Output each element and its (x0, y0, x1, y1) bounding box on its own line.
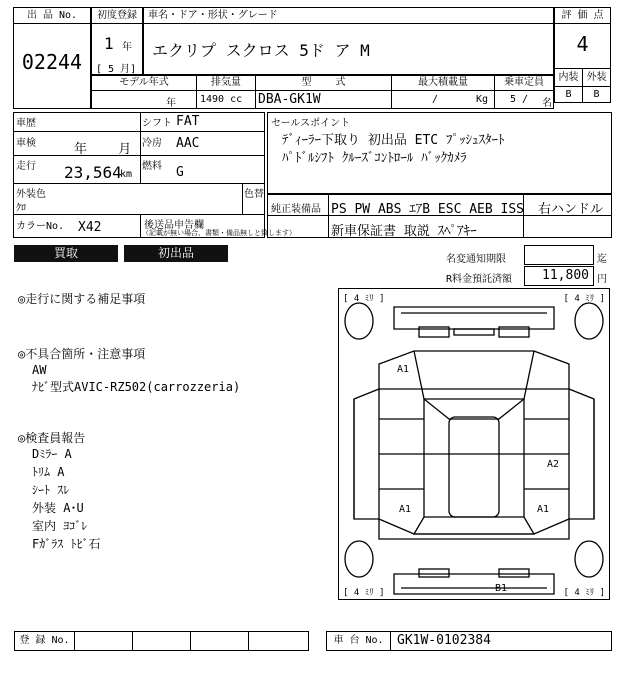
first-reg-month: [ 5 月] (96, 64, 137, 75)
color-no-label: カラーNo. (16, 221, 65, 232)
displacement: 1490 cc (200, 94, 243, 105)
inspector-title: ◎検査員報告 (18, 431, 86, 445)
defect-item: ﾅﾋﾞ型式AVIC-RZ502(carrozzeria) (32, 380, 241, 394)
damage-mark: A1 (397, 364, 410, 375)
ac: AAC (176, 136, 200, 151)
chassis-number-box (326, 631, 612, 651)
damage-mark: A2 (547, 459, 560, 470)
max-load-label: 最大積載量 (418, 77, 468, 88)
damage-diagram (338, 288, 610, 600)
lot-number: 02244 (21, 50, 83, 74)
inspection-label: 車検 (16, 138, 36, 149)
steering-side: 右ハンドル (538, 202, 604, 217)
first-reg-label: 初度登録 (92, 8, 142, 24)
model-year-unit: 年 (166, 98, 176, 109)
mileage-label: 走行 (16, 161, 36, 172)
interior-score: B (555, 86, 583, 102)
car-name-box (143, 7, 554, 75)
damage-mark: A1 (399, 504, 412, 515)
color-no: X42 (78, 220, 102, 235)
reg-no-label: 登 録 No. (15, 632, 75, 650)
deadline-value-box (524, 245, 594, 265)
specs-table (91, 75, 554, 109)
sales-points-line2: ﾊﾟﾄﾞﾙｼﾌﾄ ｸﾙｰｽﾞｺﾝﾄﾛｰﾙ ﾊﾞｯｸｶﾒﾗ (282, 151, 467, 166)
score-label: 評 価 点 (555, 8, 610, 24)
deadline-unit: 迄 (597, 254, 607, 265)
tire-depth-rear-left: [ 4 ﾐﾘ ] (343, 588, 385, 598)
deadline-label: 名変通知期限 (446, 254, 506, 265)
defect-item: AW (32, 363, 47, 377)
equipment-table (267, 194, 612, 238)
fuel-label: 燃料 (142, 161, 162, 172)
sales-points-box (267, 112, 612, 194)
first-reg-year-unit: 年 (122, 42, 132, 53)
car-name: エクリプ スクロス 5ド ア M (152, 41, 370, 60)
car-name-label: 車名・ドア・形状・グレード (144, 8, 553, 24)
first-reg-year: 1 (104, 34, 114, 53)
history-label: 車歴 (16, 118, 36, 129)
damage-mark: A1 (537, 504, 550, 515)
exterior-score: B (583, 86, 610, 102)
shift: FAT (176, 114, 200, 129)
displacement-label: 排気量 (211, 77, 241, 88)
aftermarket-note: （記載が無い場合、書類・備品無しと致します） (142, 229, 296, 237)
score-box (554, 7, 611, 103)
capacity-label: 乗車定員 (504, 77, 544, 88)
supplement-title: ◎走行に関する補足事項 (18, 292, 146, 306)
interior-label: 内装 (555, 68, 583, 86)
first-listing-badge: 初出品 (124, 245, 228, 262)
inspector-item: ｼｰﾄ ｽﾚ (32, 483, 70, 497)
tire-depth-front-left: [ 4 ﾐﾘ ] (343, 294, 385, 304)
exterior-color-label: 外装色 (16, 189, 46, 200)
tire-depth-rear-right: [ 4 ﾐﾘ ] (563, 588, 605, 598)
model-year-label: モデル年式 (119, 77, 169, 88)
lot-number-box (13, 7, 91, 109)
recycle-value: 11,800 (542, 268, 589, 283)
damage-mark: B1 (495, 583, 508, 594)
shift-label: シフト (142, 118, 172, 129)
sales-points-label: セールスポイント (271, 118, 351, 129)
inspector-item: Fｶﾞﾗｽ ﾄﾋﾞ石 (32, 537, 101, 551)
capacity-unit: 名 (542, 98, 552, 109)
buyout-badge: 買取 (14, 245, 118, 262)
color-change-label: 色替 (244, 189, 264, 200)
mileage: 23,564 (64, 163, 122, 182)
fuel: G (176, 165, 184, 180)
equipment-items: PS PW ABS ｴｱB ESC AEB ISS (331, 202, 525, 217)
registration-number-box (14, 631, 309, 651)
overall-score: 4 (576, 32, 589, 56)
first-registration-box (91, 7, 143, 75)
exterior-label: 外装 (583, 68, 610, 86)
inspector-item: 室内 ﾖｺﾞﾚ (32, 519, 88, 533)
max-load-unit: Kg (476, 94, 489, 105)
max-load: / (432, 94, 439, 105)
tire-depth-front-right: [ 4 ﾐﾘ ] (563, 294, 605, 304)
exterior-color: ｸﾛ (16, 203, 26, 214)
inspector-item: ﾄﾘﾑ A (32, 465, 65, 479)
recycle-unit: 円 (597, 274, 607, 285)
car-outline-diagram (339, 289, 609, 599)
capacity: 5 / (510, 94, 529, 105)
type-label: 型 式 (301, 77, 346, 88)
mileage-unit: km (120, 169, 133, 180)
sales-points-line1: ﾃﾞｨｰﾗｰ下取り 初出品 ETC ﾌﾟｯｼｭｽﾀｰﾄ (282, 133, 505, 148)
equipment-label: 純正装備品 (271, 204, 321, 215)
recycle-value-box (524, 266, 594, 286)
aftermarket-label: 後送品申告欄 (144, 220, 204, 231)
chassis-number: GK1W-0102384 (397, 633, 491, 648)
defects-title: ◎不具合箇所・注意事項 (18, 347, 146, 361)
recycle-label: R料金預託済額 (446, 274, 513, 285)
warranty-docs: 新車保証書 取説 ｽﾍﾟｱｷｰ (331, 224, 477, 239)
model-type: DBA-GK1W (258, 92, 321, 107)
lot-label: 出 品 No. (14, 8, 90, 24)
inspection-value: 年 月 (74, 142, 132, 157)
ac-label: 冷房 (142, 138, 162, 149)
inspector-item: Dﾐﾗｰ A (32, 447, 72, 461)
inspector-item: 外装 A･U (32, 501, 84, 515)
chassis-label: 車 台 No. (327, 632, 391, 650)
